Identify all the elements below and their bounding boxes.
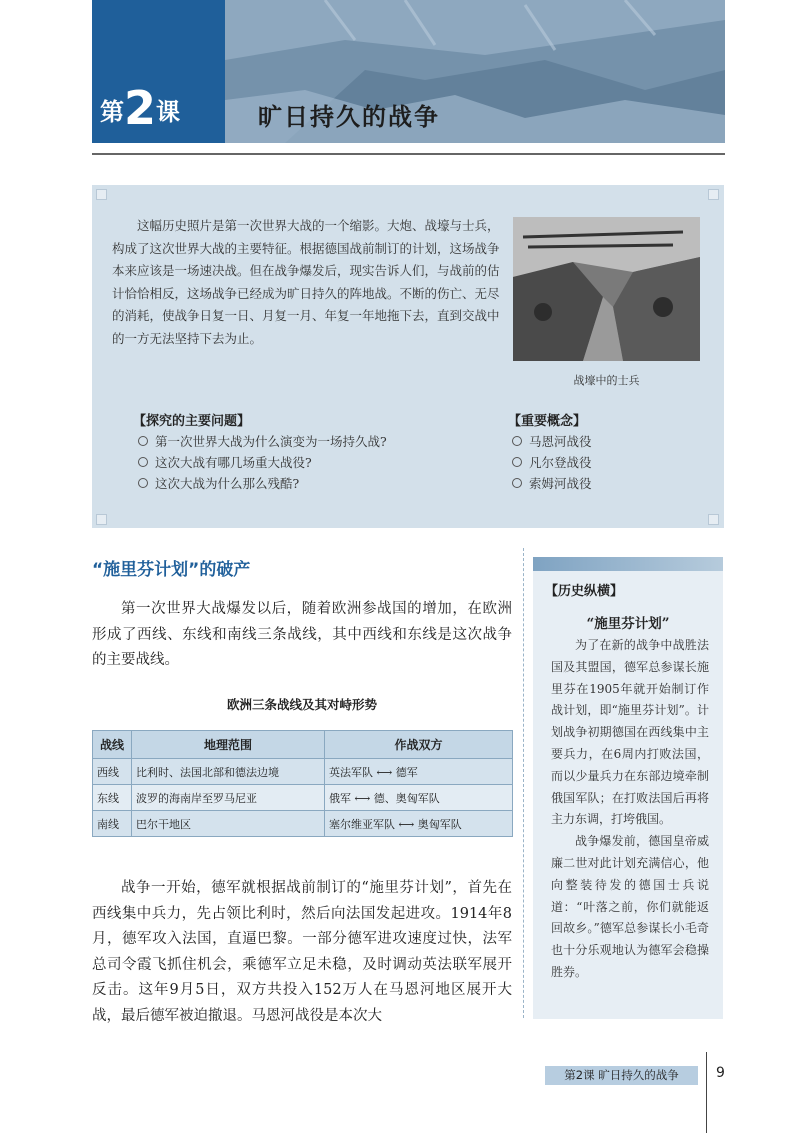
table-cell: 比利时、法国北部和德法边境 — [132, 759, 325, 785]
circle-bullet-icon — [512, 457, 522, 467]
footer-divider — [706, 1052, 707, 1133]
section-title: “施里芬计划”的破产 — [92, 560, 251, 580]
table-row — [93, 811, 513, 837]
table-cell: 英法军队 ⟷ 德军 — [325, 759, 513, 785]
corner-ornament — [708, 514, 719, 525]
corner-ornament — [708, 189, 719, 200]
table-cell: 西线 — [93, 759, 132, 785]
intro-paragraph: 这幅历史照片是第一次世界大战的一个缩影。大炮、战壕与士兵，构成了这次世界大战的主要特征。根据德国战前制订的计划，这场战争本来应该是一场速决战。但在战争爆发后，现实告诉人们，与战前的估计恰恰相反，这场战争已经成为旷日持久的阵地战。不断的伤亡、无尽的消耗，使战争日复一日、月复一月、年复一年地拖下去，直到交战中的一方无法坚持下去为止。 — [112, 218, 500, 346]
table-header-cell: 作战双方 — [325, 731, 513, 759]
table-header-cell: 战线 — [93, 731, 132, 759]
lesson-suffix: 课 — [156, 98, 181, 126]
column-divider — [523, 548, 524, 1018]
concept-item: 马恩河战役 — [512, 431, 592, 452]
table-cell: 俄军 ⟷ 德、奥匈军队 — [325, 785, 513, 811]
circle-bullet-icon — [512, 478, 522, 488]
table-cell: 东线 — [93, 785, 132, 811]
lesson-digit: 2 — [124, 81, 157, 135]
table-row — [93, 759, 513, 785]
questions-heading: 【探究的主要问题】 — [133, 414, 251, 429]
circle-bullet-icon — [138, 436, 148, 446]
question-item: 这次大战为什么那么残酷? — [138, 473, 387, 494]
table-header-row — [93, 731, 513, 759]
questions-list — [138, 431, 387, 494]
sidebar-paragraph: 战争爆发前，德国皇帝威廉二世对此计划充满信心，他向整装待发的德国士兵说道：“叶落之前，你们就能返回故乡。”德军总参谋长小毛奇也十分乐观地认为德军会稳操胜券。 — [551, 834, 709, 979]
table-cell: 波罗的海南岸至罗马尼亚 — [132, 785, 325, 811]
running-title: 第2课 旷日持久的战争 — [564, 1068, 679, 1082]
sidebar-title: “施里芬计划” — [586, 616, 670, 632]
page-number: 9 — [716, 1065, 725, 1081]
body-paragraph: 第一次世界大战爆发以后，随着欧洲参战国的增加，在欧洲形成了西线、东线和南线三条战线，其中西线和东线是这次战争的主要战线。 — [92, 601, 512, 668]
corner-ornament — [96, 189, 107, 200]
concepts-heading: 【重要概念】 — [508, 414, 587, 429]
table-cell: 巴尔干地区 — [132, 811, 325, 837]
photo-caption: 战壕中的士兵 — [573, 374, 640, 387]
lesson-number — [100, 81, 181, 135]
table-cell: 塞尔维亚军队 ⟷ 奥匈军队 — [325, 811, 513, 837]
table-title: 欧洲三条战线及其对峙形势 — [226, 697, 377, 712]
sidebar-text — [551, 635, 709, 984]
circle-bullet-icon — [138, 478, 148, 488]
body-paragraph: 战争一开始，德军就根据战前制订的“施里芬计划”，首先在西线集中兵力，先占领比利时，然后向法国发起进攻。1914年8月，德军攻入法国，直逼巴黎。一部分德军进攻速度过快，法军总司令霞飞抓住机会，乘德军立足未稳，及时调动英法联军展开反击。这年9月5日，双方共投入152万人在马恩河地区展开大战，最后德军被迫撤退。马恩河战役是本次大 — [92, 880, 512, 1024]
table-cell: 南线 — [93, 811, 132, 837]
fronts-table — [92, 730, 513, 837]
concept-item: 索姆河战役 — [512, 473, 592, 494]
question-item: 第一次世界大战为什么演变为一场持久战? — [138, 431, 387, 452]
sidebar-header-bar — [533, 557, 723, 571]
trench-soldiers-photo — [513, 217, 700, 361]
lesson-title: 旷日持久的战争 — [258, 103, 440, 131]
header-divider — [92, 153, 725, 155]
lesson-prefix: 第 — [100, 98, 124, 126]
question-item: 这次大战有哪几场重大战役? — [138, 452, 387, 473]
concepts-list — [512, 431, 592, 494]
circle-bullet-icon — [138, 457, 148, 467]
circle-bullet-icon — [512, 436, 522, 446]
sidebar-paragraph: 为了在新的战争中战胜法国及其盟国，德军总参谋长施里芬在1905年就开始制订作战计划，即“施里芬计划”。计划战争初期德国在西线集中主要兵力，在6周内打败法国，而以少量兵力在东部边境牵制俄国军队；在打败法国后再将主力东调，打垮俄国。 — [551, 638, 709, 827]
corner-ornament — [96, 514, 107, 525]
table-row — [93, 785, 513, 811]
trench-photo-art — [513, 217, 700, 361]
table-header-cell: 地理范围 — [132, 731, 325, 759]
concept-item: 凡尔登战役 — [512, 452, 592, 473]
sidebar-label: 【历史纵横】 — [545, 584, 624, 599]
